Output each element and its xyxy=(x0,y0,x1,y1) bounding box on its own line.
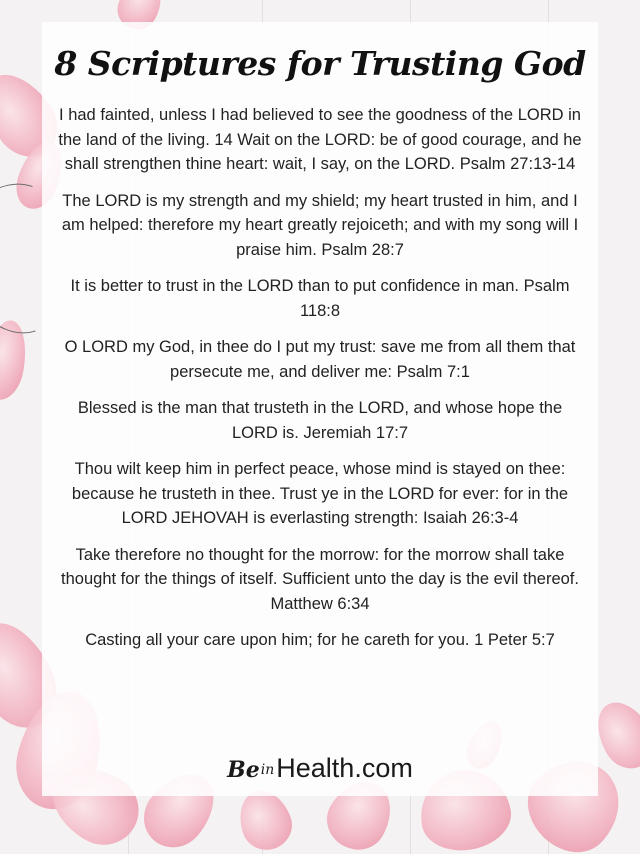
verse-item: Take therefore no thought for the morrow: for the morrow shall take thought for the things of itself. Sufficient unto the day is the evil thereof. Matthew 6:34 xyxy=(61,545,579,613)
verse-item: It is better to trust in the LORD than to put confidence in man. Psalm 118:8 xyxy=(70,277,570,320)
verse-item: The LORD is my strength and my shield; my heart trusted in him, and I am helped: therefore my heart greatly rejoiceth; and with my song will I praise him. Psalm 28:7 xyxy=(61,191,579,259)
brand-logo xyxy=(0,753,640,784)
brand-be: Be xyxy=(227,757,260,783)
brand-in: in xyxy=(260,762,275,778)
verse-item: Blessed is the man that trusteth in the LORD, and whose hope the LORD is. Jeremiah 17:7 xyxy=(77,399,563,442)
verse-item: Thou wilt keep him in perfect peace, whose mind is stayed on thee: because he trusteth in thee. Trust ye in the LORD for ever: for in the LORD JEHOVAH is everlasting strength: Isaiah 26:3-4 xyxy=(71,460,569,527)
verse-item: O LORD my God, in thee do I put my trust: save me from all them that persecute me, and deliver me: Psalm 7:1 xyxy=(64,338,576,381)
verse-item: I had fainted, unless I had believed to see the goodness of the LORD in the land of the living. 14 Wait on the LORD: be of good courage, and he shall strengthen thine heart: wait, I say, on the LORD. Psalm 27:13-14 xyxy=(58,106,582,173)
verse-item: Casting all your care upon him; for he careth for you. 1 Peter 5:7 xyxy=(85,631,555,649)
verse-list xyxy=(58,103,582,665)
page-title: 8 Scriptures for Trusting God xyxy=(54,44,586,83)
brand-domain: Health.com xyxy=(276,753,413,783)
